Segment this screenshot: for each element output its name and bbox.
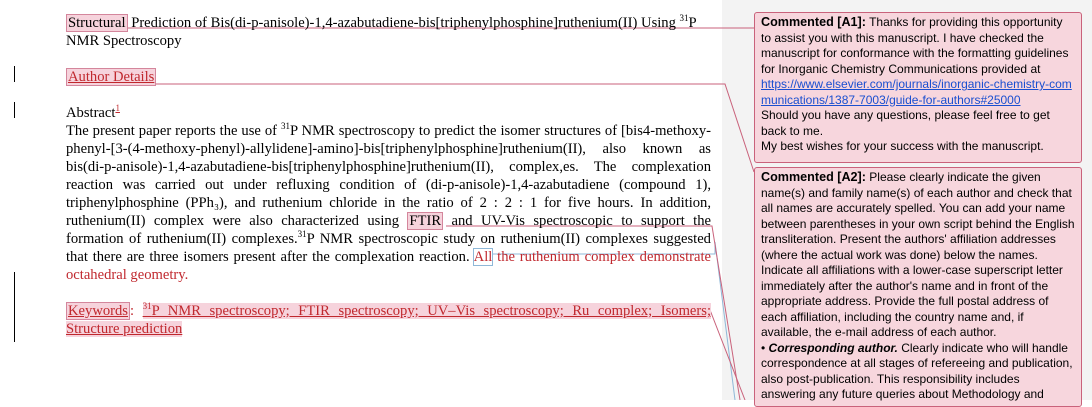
change-bar bbox=[14, 272, 15, 342]
abstract-inserted-sentence[interactable]: the ruthenium complex demonstrate octahedral geometry. bbox=[66, 249, 712, 283]
abstract-all-word[interactable]: All bbox=[473, 249, 493, 265]
author-details-line[interactable] bbox=[66, 68, 711, 86]
change-bar bbox=[14, 102, 15, 118]
keywords-line[interactable]: Keywords : $^{31}$P NMR spectroscopy; FTIR spectroscopy; UV–Vis spectroscopy; Ru complex; Isomers; Structure prediction bbox=[66, 301, 711, 337]
document-body[interactable] bbox=[66, 14, 711, 338]
comment-tag: Commented [A1]: bbox=[761, 15, 866, 29]
paper-title[interactable]: Structural Prediction of Bis(di-p-anisole)-1,4-azabutadiene-bis[triphenylphosphine]ruthenium(II) Using $^{31}$P NMR Spectroscopy bbox=[66, 13, 697, 49]
change-bar bbox=[14, 66, 15, 82]
footnote-reference[interactable]: 1 bbox=[115, 103, 120, 114]
comment-tag: Commented [A2]: bbox=[761, 170, 866, 184]
comment-a2[interactable]: Commented [A2]: Please clearly indicate the given name(s) and family name(s) of each author and check that all names are accurately spelled. You can add your name between parentheses in your own script behind the English transliteration. Present the authors' affiliation addresses (where the actual work was done) below the names. Indicate all affiliations with a lower-case superscript letter immediately after the author's name and in front of the appropriate address. Provide the full postal address of each affiliation, including the country name and, if available, the e-mail address of each author. • Corresponding author. Clearly indicate who will handle correspondence at all stages of refereeing and publication, also post-publication. This responsibility includes answering any future queries about Methodology and bbox=[754, 167, 1082, 407]
comment-a1[interactable]: Commented [A1]: Thanks for providing this opportunity to assist you with this manuscript. I have checked the manuscript for conformance with the formatting guidelines for Inorganic Chemistry Communications provided at https://www.elsevier.com/journals/inorganic-chemistry-communications/1387-7003/guide-for-authors#25000 Should you have any questions, please feel free to get back to me. My best wishes for your success with the manuscript. bbox=[754, 12, 1082, 163]
abstract-text[interactable]: The present paper reports the use of $^{31}$P NMR spectroscopy to predict the isomer structures of [bis4-methoxy-phenyl-[3-(4-methoxy-phenyl)-allylidene]-amino]-bis[triphenylphosphine]ruthenium(II), also known as bis(di-p-anisole)-1,4-azabutadiene-bis[triphenylphosphine]ruthenium(II), complex,es. The complexation reaction was carried out under refluxing condition of (di-p-anisole)-1,4-azabutadiene (compound 1), triphenylphosphine (PPh₃), and ruthenium chloride in the ratio of 2 : 2 : 1 for five hours. In addition, ruthenium(II) complex were also characterized using FTIR and UV-Vis spectroscopic to support the formation of ruthenium(II) complexes.$^{31}$P NMR spectroscopic study on ruthenium(II) complexes suggested that there are three isomers present after the complexation reaction. All the ruthenium complex demonstrate octahedral geometry. bbox=[66, 121, 712, 283]
keywords-text[interactable]: $^{31}$P NMR spectroscopy; FTIR spectroscopy; UV–Vis spectroscopy; Ru complex; Isomers; Structure prediction bbox=[66, 301, 711, 337]
abstract-heading: Abstract$^1$ bbox=[66, 103, 120, 121]
guide-link[interactable]: https://www.elsevier.com/journals/inorganic-chemistry-communications/1387-7003/guide-for-authors#25000 bbox=[761, 77, 1072, 107]
author-details-insertion[interactable]: Author Details bbox=[68, 69, 155, 85]
bullet: • bbox=[761, 340, 766, 355]
title-commented-word[interactable]: Structural bbox=[68, 15, 126, 31]
keywords-label[interactable]: Keywords bbox=[68, 303, 128, 319]
ftir-comment-anchor[interactable]: FTIR bbox=[409, 213, 442, 229]
